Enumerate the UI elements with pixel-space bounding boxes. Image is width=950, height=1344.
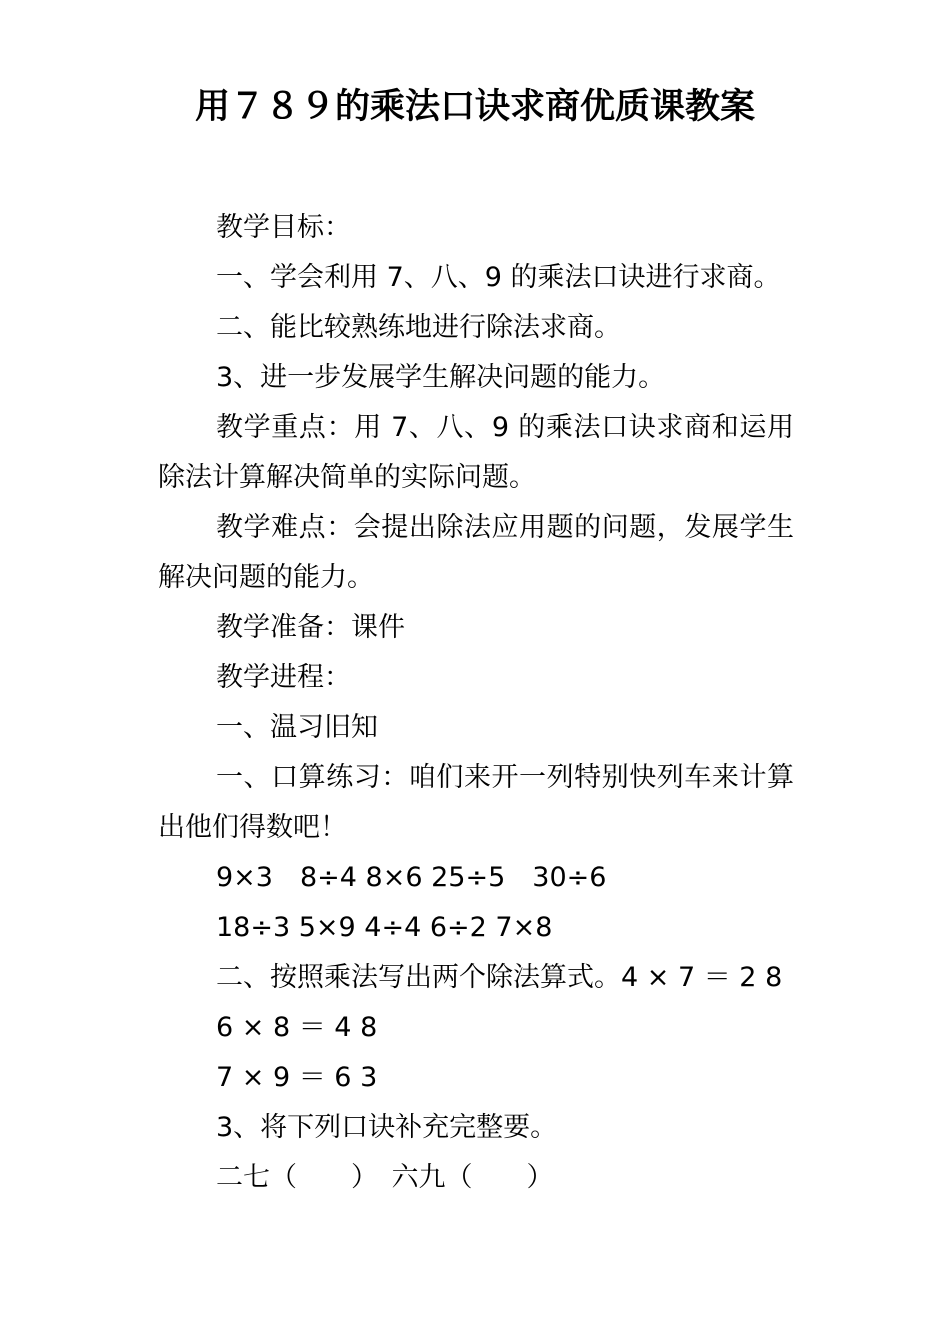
- paragraph-difficulties: 教学难点：会提出除法应用题的问题，发展学生解决问题的能力。: [158, 512, 794, 593]
- document-title: 用７８９的乘法口诀求商优质课教案: [194, 87, 755, 127]
- document-body: [158, 203, 794, 1203]
- paragraph-objective-1: 一、学会利用 7、八、9 的乘法口诀进行求商。: [216, 262, 781, 293]
- paragraph-key-points: 教学重点：用 7、八、9 的乘法口诀求商和运用除法计算解决简单的实际问题。: [158, 412, 794, 493]
- paragraph-rhyme-blanks: 二七（ ） 六九（ ）: [216, 1162, 554, 1193]
- paragraph-preparation: 教学准备：课件: [216, 612, 405, 643]
- paragraph-review-heading: 一、温习旧知: [216, 712, 378, 743]
- paragraph-exercise-row-1: 9×3 8÷4 8×6 25÷5 30÷6: [216, 862, 607, 893]
- paragraph-equation-7x9: 7 × 9 ＝ 6 3: [216, 1062, 378, 1093]
- paragraph-objective-3: 3、进一步发展学生解决问题的能力。: [216, 362, 666, 393]
- paragraph-complete-rhymes: 3、将下列口诀补充完整要。: [216, 1112, 558, 1143]
- paragraph-equation-6x8: 6 × 8 ＝ 4 8: [216, 1012, 378, 1043]
- paragraph-exercise-row-2: 18÷3 5×9 4÷4 6÷2 7×8: [216, 912, 553, 943]
- paragraph-division-task: 二、按照乘法写出两个除法算式。4 × 7 ＝ 2 8: [216, 962, 783, 993]
- paragraph-objective-2: 二、能比较熟练地进行除法求商。: [216, 312, 621, 343]
- paragraph-process-heading: 教学进程：: [216, 662, 351, 693]
- paragraph-oral-practice: 一、口算练习：咱们来开一列特别快列车来计算出他们得数吧！: [158, 762, 794, 843]
- paragraph-objectives-heading: 教学目标：: [216, 212, 351, 243]
